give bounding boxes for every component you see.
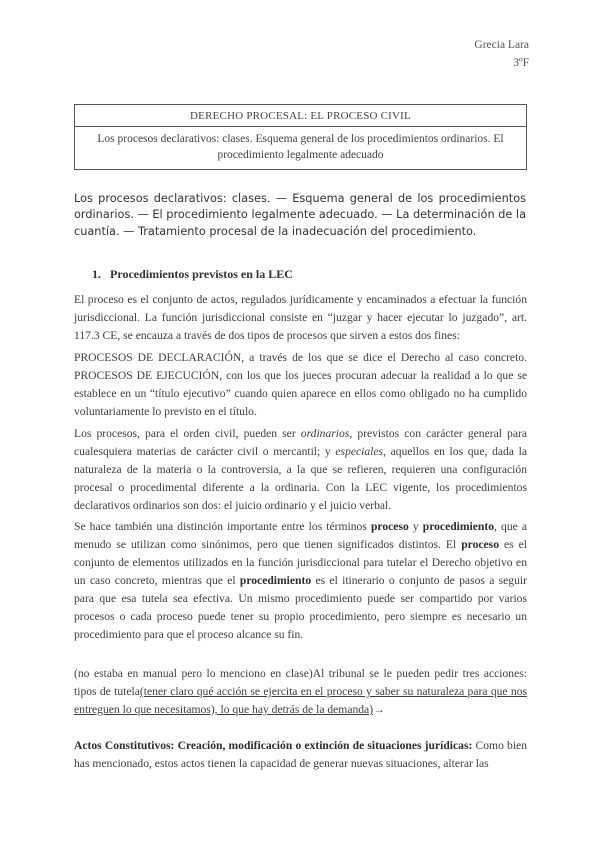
course-label: 3ºF: [513, 57, 529, 70]
bold-procedimiento: procedimiento: [239, 573, 312, 587]
abstract: Los procesos declarativos: clases. — Esquema general de los procedimientos ordinarios. — El procedimiento legalmente adecuado. — La determinación de la cuantía. — Tratamiento procesal de la inadecuación del procedimiento.: [74, 192, 526, 238]
arrow-icon: →: [373, 702, 385, 716]
paragraph-actos-constitutivos: [74, 737, 527, 773]
bold-proceso: proceso: [461, 537, 499, 551]
title-box: [74, 104, 527, 170]
text-run: , previstos con carácter general para cualesquiera materias de carácter civil o mercantil; y: [74, 427, 527, 458]
text-run: (no estaba en manual pero lo menciono en clase)Al tribunal se le pueden pedir tres acciones: tipos de tutela: [74, 667, 527, 698]
bold-procedimiento: procedimiento: [422, 520, 495, 533]
text-run: es el itinerario o conjunto de pasos a seguir para que esa tutela sea efectiva. Un mismo procedimiento puede ser compartido por varios procesos o cada proceso puede tener su propio procedimiento, pero siempre es necesario un procedimiento para que el proceso alcance su fin.: [74, 573, 527, 641]
paragraph-text: PROCESOS DE DECLARACIÓN, a través de los que se dice el Derecho al caso concreto. PROCESOS DE EJECUCIÓN, con los que los jueces procuran adecuar la realidad a lo que se establece en un “título ejecutivo” cuando quien aparece en ellos como obligado no ha cumplido voluntariamente lo previsto en el título.: [74, 351, 527, 418]
paragraph-proceso-vs-procedimiento: [74, 518, 527, 644]
bold-creacion: Creación, modificación o extinción de situaciones jurídicas:: [174, 739, 473, 752]
italic-ordinarios: ordinarios: [300, 427, 350, 440]
text-run: Los procesos, para el orden civil, pueden ser: [74, 427, 301, 440]
document-title: DERECHO PROCESAL: EL PROCESO CIVIL: [75, 105, 526, 127]
section-title: Procedimientos previstos en la LEC: [110, 267, 293, 281]
paragraph-process-definition: El proceso es el conjunto de actos, regulados jurídicamente y encaminados a efectuar la función jurisdiccional. La función jurisdiccional consiste en “juzgar y hacer ejecutar lo juzgado”, art. 117.3 CE, se encauza a través de dos tipos de procesos que sirven a estos dos fines:: [74, 293, 527, 342]
text-run: Como bien has mencionado, estos actos tienen la capacidad de generar nuevas situaciones, alterar las: [74, 739, 527, 770]
italic-especiales: especiales: [335, 444, 384, 458]
author-name: Grecia Lara: [474, 39, 529, 51]
paragraph-civil-processes: [74, 425, 527, 515]
text-run: , que a menudo se utilizan como sinónimos, pero que tienen significados distintos. El: [74, 520, 527, 551]
text-run: Se hace también una distinción importante entre los términos: [74, 520, 371, 533]
text-run: , aquellos en los que, dada la naturaleza de la materia o la controversia, a la que se refieren, requieren una configuración procesal o procedimental diferente a la ordinaria. Con la LEC vigente, los procedimientos declarativos ordinarios son dos: el juicio ordinario y el juicio verbal.: [74, 444, 527, 512]
text-run: es el conjunto de elementos utilizados en la función jurisdiccional para tutelar el Derecho objetivo en un caso concreto, mientras que el: [74, 537, 528, 587]
paragraph-tutela-types: [74, 665, 527, 719]
author-block: [474, 36, 529, 73]
bold-proceso: proceso: [370, 520, 409, 533]
section-heading: [92, 267, 293, 282]
text-run: y: [408, 520, 423, 533]
paragraph-process-types: [74, 349, 527, 421]
section-number: 1.: [92, 267, 101, 281]
underlined-note: (tener claro qué acción se ejercita en el proceso y saber su naturaleza para que nos entreguen lo que necesitamos), lo que hay detrás de la demanda): [74, 684, 527, 716]
bold-actos-constitutivos: Actos Constitutivos:: [74, 739, 175, 752]
document-subtitle: Los procesos declarativos: clases. Esquema general de los procedimientos ordinarios. El procedimiento legalmente adecuado: [97, 133, 504, 161]
